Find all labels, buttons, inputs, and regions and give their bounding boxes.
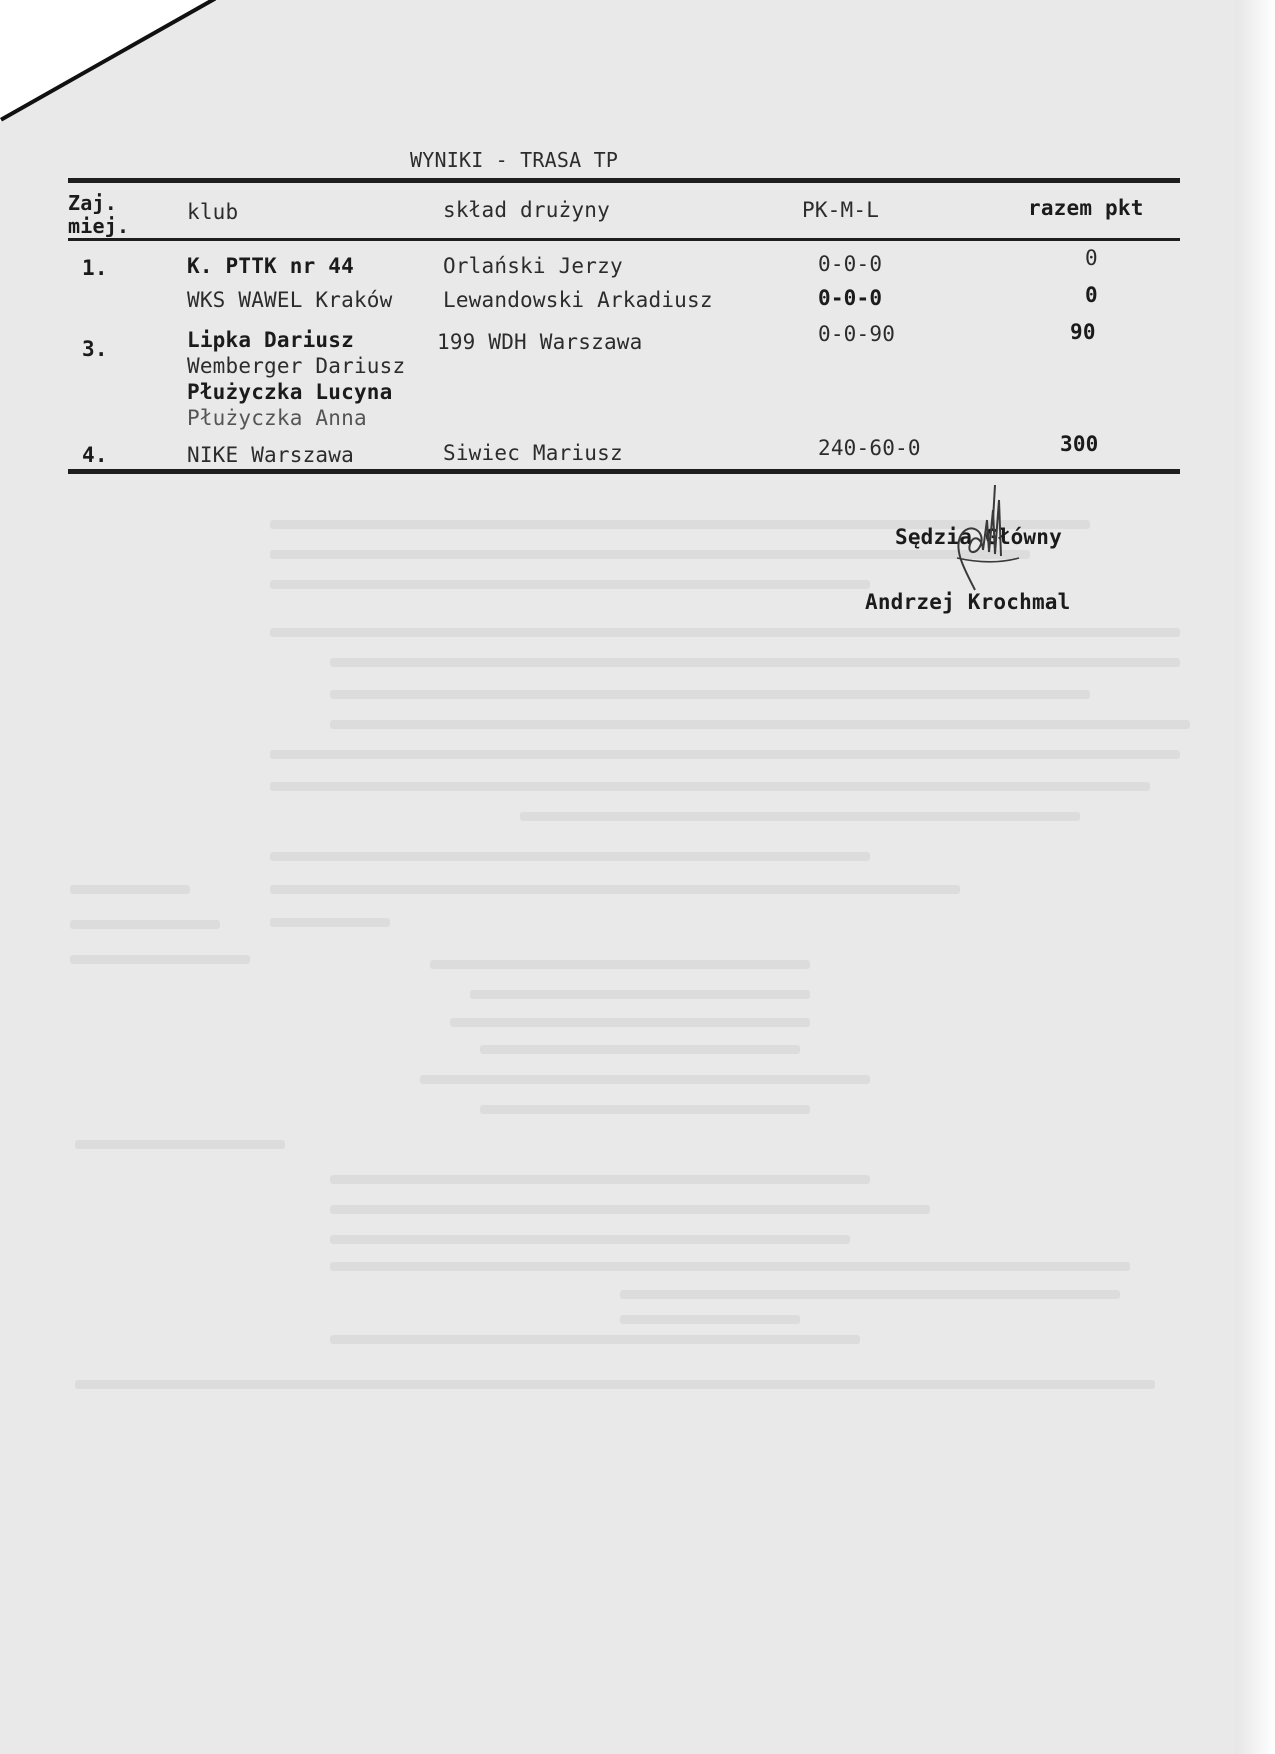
row-team: Siwiec Mariusz: [443, 441, 623, 465]
handwritten-signature: [935, 480, 1030, 595]
row-total: 300: [1060, 432, 1099, 456]
row-pkml: 0-0-0: [818, 286, 883, 310]
row-total: 0: [1085, 246, 1098, 270]
row-total: 0: [1085, 283, 1098, 307]
row-rank: 4.: [82, 443, 108, 467]
row-team: Orlański Jerzy: [443, 254, 623, 278]
row-club: K. PTTK nr 44: [187, 254, 354, 278]
row-club-member: Lipka Dariusz: [187, 328, 354, 352]
header-team: skład drużyny: [443, 198, 610, 222]
row-club-member: Płużyczka Lucyna: [187, 380, 393, 404]
row-club: NIKE Warszawa: [187, 443, 354, 467]
judge-title: Sędzia Główny: [895, 525, 1062, 549]
row-pkml: 0-0-0: [818, 252, 883, 276]
header-club: klub: [187, 200, 239, 224]
header-rank-line2: miej.: [68, 214, 130, 238]
document-title: WYNIKI - TRASA TP: [410, 148, 619, 172]
row-pkml: 240-60-0: [818, 436, 921, 460]
scan-edge-shadow: [1235, 0, 1275, 1754]
header-pkml: PK-M-L: [802, 198, 880, 222]
row-club-member: Płużyczka Anna: [187, 406, 367, 430]
row-team: Lewandowski Arkadiusz: [443, 288, 713, 312]
header-total: razem pkt: [1028, 196, 1144, 220]
row-pkml: 0-0-90: [818, 322, 896, 346]
row-club: WKS WAWEL Kraków: [187, 288, 393, 312]
row-rank: 1.: [82, 256, 108, 280]
judge-name: Andrzej Krochmal: [865, 590, 1071, 614]
header-rule: [68, 238, 1180, 241]
header-rank-line1: Zaj.: [68, 191, 117, 215]
row-team: 199 WDH Warszawa: [437, 330, 643, 354]
row-total: 90: [1070, 320, 1096, 344]
top-rule: [68, 178, 1180, 183]
row-rank: 3.: [82, 337, 108, 361]
bottom-rule: [68, 469, 1180, 474]
row-club-member: Wemberger Dariusz: [187, 354, 406, 378]
